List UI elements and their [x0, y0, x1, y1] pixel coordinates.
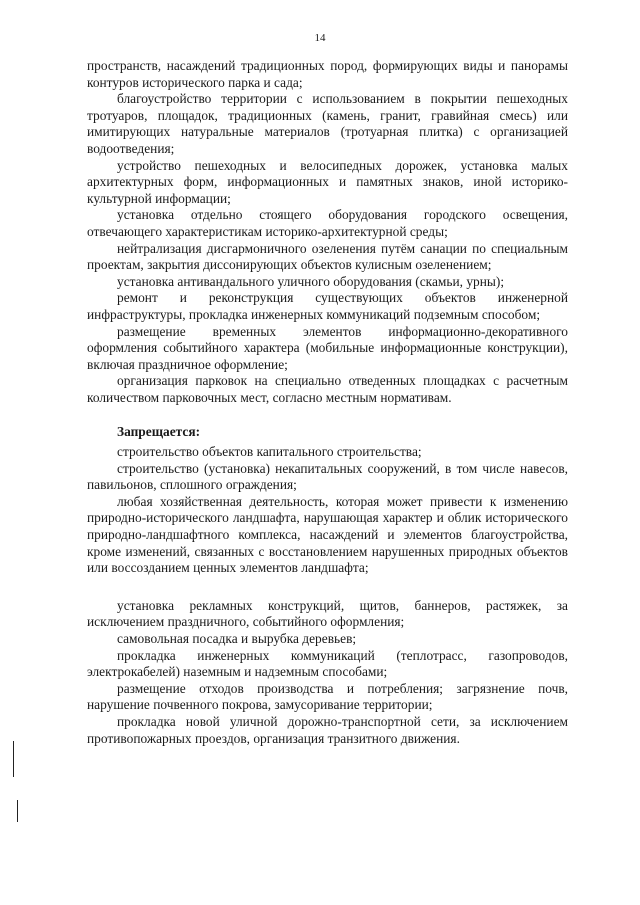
paragraph: строительство объектов капитального строительства;	[117, 444, 422, 460]
paragraph: прокладка инженерных коммуникаций (теплотрасс, газопроводов, электрокабелей) наземным и надземным способами;	[87, 647, 568, 680]
paragraph: самовольная посадка и вырубка деревьев;	[117, 631, 357, 646]
paragraph: размещение отходов производства и потребления; загрязнение почв, нарушение почвенного покрова, замусоривание территории;	[87, 680, 568, 713]
blank-gap	[87, 577, 568, 598]
document-body	[87, 58, 568, 747]
paragraph: прокладка новой уличной дорожно-транспортной сети, за исключением противопожарных проездов, организация транзитного движения.	[87, 713, 568, 746]
paragraph: нейтрализация дисгармоничного озеленения путём санации по специальным проектам, закрытия диссонирующих объектов кулисным озеленением;	[87, 240, 568, 273]
margin-line	[17, 800, 18, 822]
paragraph: строительство (установка) некапитальных сооружений, в том числе навесов, павильонов, сплошного ограждения;	[87, 460, 568, 493]
paragraph: ремонт и реконструкция существующих объектов инженерной инфраструктуры, прокладка инженерных коммуникаций подземным способом;	[87, 290, 568, 322]
prohibited-heading: Запрещается:	[117, 424, 201, 440]
paragraph: размещение временных элементов информационно-декоративного оформления событийного характера (мобильные информационные конструкции), включая праздничное оформление;	[87, 323, 568, 372]
paragraph: благоустройство территории с использованием в покрытии пешеходных тротуаров, площадок, традиционных (камень, гранит, гравийная смесь) или имитирующих натуральные материалов (тротуарная плитка) с организацией водоотведения;	[87, 91, 568, 156]
page-number: 14	[314, 32, 326, 44]
paragraph: любая хозяйственная деятельность, которая может привести к изменению природно-исторического ландшафта, нарушающая характер и облик исторического природно-ландшафтного комплекса, насаждений и элементов благоустройства, кроме изменений, связанных с восстановлением нарушенных природных объектов или воссозданием ценных элементов ландшафта;	[87, 493, 568, 576]
margin-line	[13, 741, 14, 777]
paragraph: установка отдельно стоящего оборудования городского освещения, отвечающего характеристикам историко-архитектурной среды;	[87, 207, 568, 239]
paragraph: установка антивандального уличного оборудования (скамьи, урны);	[117, 273, 505, 289]
paragraph: пространств, насаждений традиционных пород, формирующих виды и панорамы контуров исторического парка и сада;	[87, 58, 568, 90]
paragraph: устройство пешеходных и велосипедных дорожек, установка малых архитектурных форм, информационных и памятных знаков, иной историко-культурной информации;	[87, 157, 568, 206]
paragraph: организация парковок на специально отведенных площадках с расчетным количеством парковочных мест, согласно местным нормативам.	[87, 373, 568, 405]
paragraph: установка рекламных конструкций, щитов, баннеров, растяжек, за исключением праздничного, событийного оформления;	[87, 597, 568, 630]
